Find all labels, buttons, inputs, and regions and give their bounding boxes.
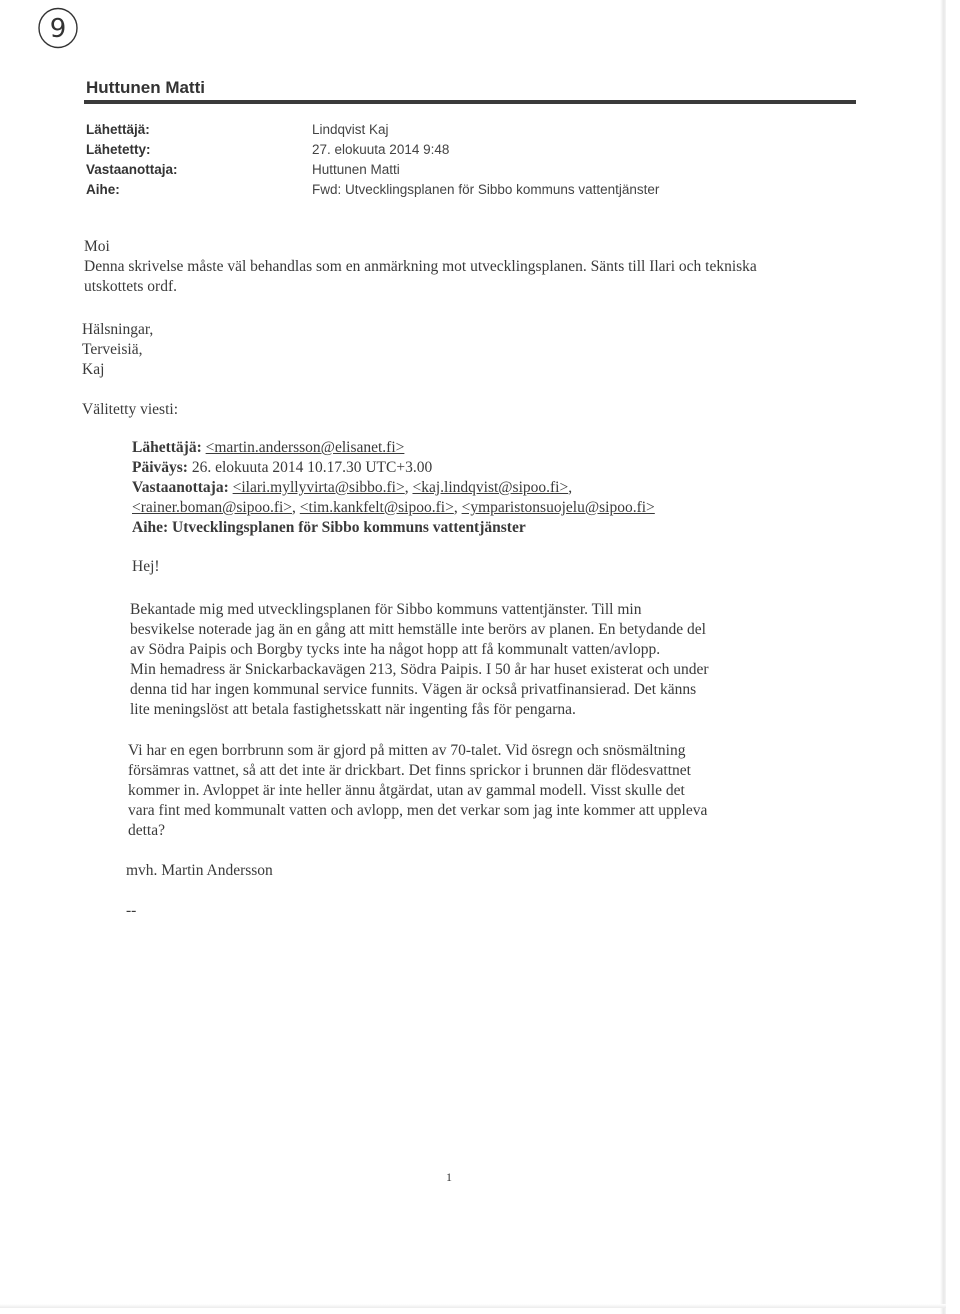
forwarded-paragraph-1 (130, 600, 709, 720)
subject-label: Aihe: (132, 519, 169, 536)
forwarded-from (132, 438, 655, 458)
subject-value: Utvecklingsplanen för Sibbo kommuns vattentjänster (172, 519, 526, 536)
forwarded-message-label: Välitetty viesti: (82, 401, 178, 418)
recipient-email-link[interactable]: <ymparistonsuojelu@sipoo.fi> (461, 499, 655, 516)
page-number: 1 (446, 1170, 452, 1184)
header-label: Lähetetty: (86, 142, 151, 157)
paragraph-line: lite meningslöst att betala fastighetsskatt när ingenting fås för pengarna. (130, 701, 576, 718)
stamp-number: 9 (49, 14, 67, 44)
signature-separator: -- (126, 902, 137, 919)
recipient-email-link[interactable]: <rainer.boman@sipoo.fi> (132, 499, 293, 516)
forwarded-header (132, 438, 655, 538)
body-line: Denna skrivelse måste väl behandlas som en anmärkning mot utvecklingsplanen. Sänts till Ilari och tekniska (84, 258, 757, 275)
forwarded-to-continued: <rainer.boman@sipoo.fi>, <tim.kankfelt@sipoo.fi>, <ymparistonsuojelu@sipoo.fi> (132, 499, 655, 516)
to-label: Vastaanottaja: (132, 479, 229, 496)
paragraph-line: kommer in. Avloppet är inte heller ännu åtgärdat, utan av gammal modell. Visst skulle det (128, 782, 685, 799)
message-body (84, 237, 757, 297)
page-bottom-shadow (0, 1304, 946, 1308)
header-label: Aihe: (86, 182, 120, 197)
signature-line: Terveisiä, (82, 341, 143, 358)
header-value: Fwd: Utvecklingsplanen för Sibbo kommuns vattentjänster (312, 182, 660, 197)
date-value: 26. elokuuta 2014 10.17.30 UTC+3.00 (191, 459, 433, 476)
date-label: Päiväys: (132, 459, 188, 476)
forwarded-date (132, 458, 655, 478)
paragraph-line: av Södra Paipis och Borgby tycks inte ha något hopp att få kommunalt vatten/avlopp. (130, 641, 661, 658)
body-line: utskottets ordf. (84, 278, 177, 295)
header-label: Vastaanottaja: (86, 162, 178, 177)
paragraph-line: denna tid har ingen kommunal service funnits. Vägen är också privatfinansierad. Det känns (130, 681, 697, 698)
forwarded-greeting: Hej! (132, 558, 160, 575)
forwarded-to: Vastaanottaja: <ilari.myllyvirta@sibbo.fi>, <kaj.lindqvist@sipoo.fi>, (132, 479, 573, 496)
from-email-link[interactable]: <martin.andersson@elisanet.fi> (205, 439, 405, 456)
page-edge-shadow (940, 0, 946, 1314)
forwarded-paragraph-2 (128, 741, 707, 841)
header-value: Lindqvist Kaj (312, 122, 389, 137)
header-divider (84, 100, 856, 104)
recipient-email-link[interactable]: <ilari.myllyvirta@sibbo.fi> (232, 479, 405, 496)
mailbox-owner-name: Huttunen Matti (86, 78, 205, 97)
paragraph-line: Vi har en egen borrbrunn som är gjord på mitten av 70-talet. Vid ösregn och snösmältning (128, 742, 686, 759)
paragraph-line: Bekantade mig med utvecklingsplanen för Sibbo kommuns vattentjänster. Till min (130, 601, 642, 618)
header-value: Huttunen Matti (312, 162, 400, 177)
paragraph-line: försämras vattnet, så att det inte är drickbart. Det finns sprickor i brunnen där flödesvattnet (128, 762, 691, 779)
paragraph-line: vara fint med kommunalt vatten och avlopp, men det verkar som jag inte kommer att uppleva (128, 802, 708, 819)
paragraph-line: besvikelse noterade jag än en gång att mitt hemställe inte berörs av planen. En betydande del (130, 621, 706, 638)
signature-line: Kaj (82, 361, 105, 378)
handwritten-page-stamp (36, 6, 80, 50)
recipient-email-link[interactable]: <tim.kankfelt@sipoo.fi> (299, 499, 454, 516)
greeting: Moi (84, 238, 110, 255)
paragraph-line: detta? (128, 822, 166, 839)
recipient-email-link[interactable]: <kaj.lindqvist@sipoo.fi> (412, 479, 569, 496)
closing-signature: mvh. Martin Andersson (126, 862, 273, 879)
header-value: 27. elokuuta 2014 9:48 (312, 142, 450, 157)
from-label: Lähettäjä: (132, 439, 202, 456)
signature-line: Hälsningar, (82, 321, 154, 338)
signature (82, 320, 153, 380)
header-label: Lähettäjä: (86, 122, 150, 137)
forwarded-subject (132, 518, 655, 538)
paragraph-line: Min hemadress är Snickarbackavägen 213, Södra Paipis. I 50 år har huset existerat och under (130, 661, 709, 678)
